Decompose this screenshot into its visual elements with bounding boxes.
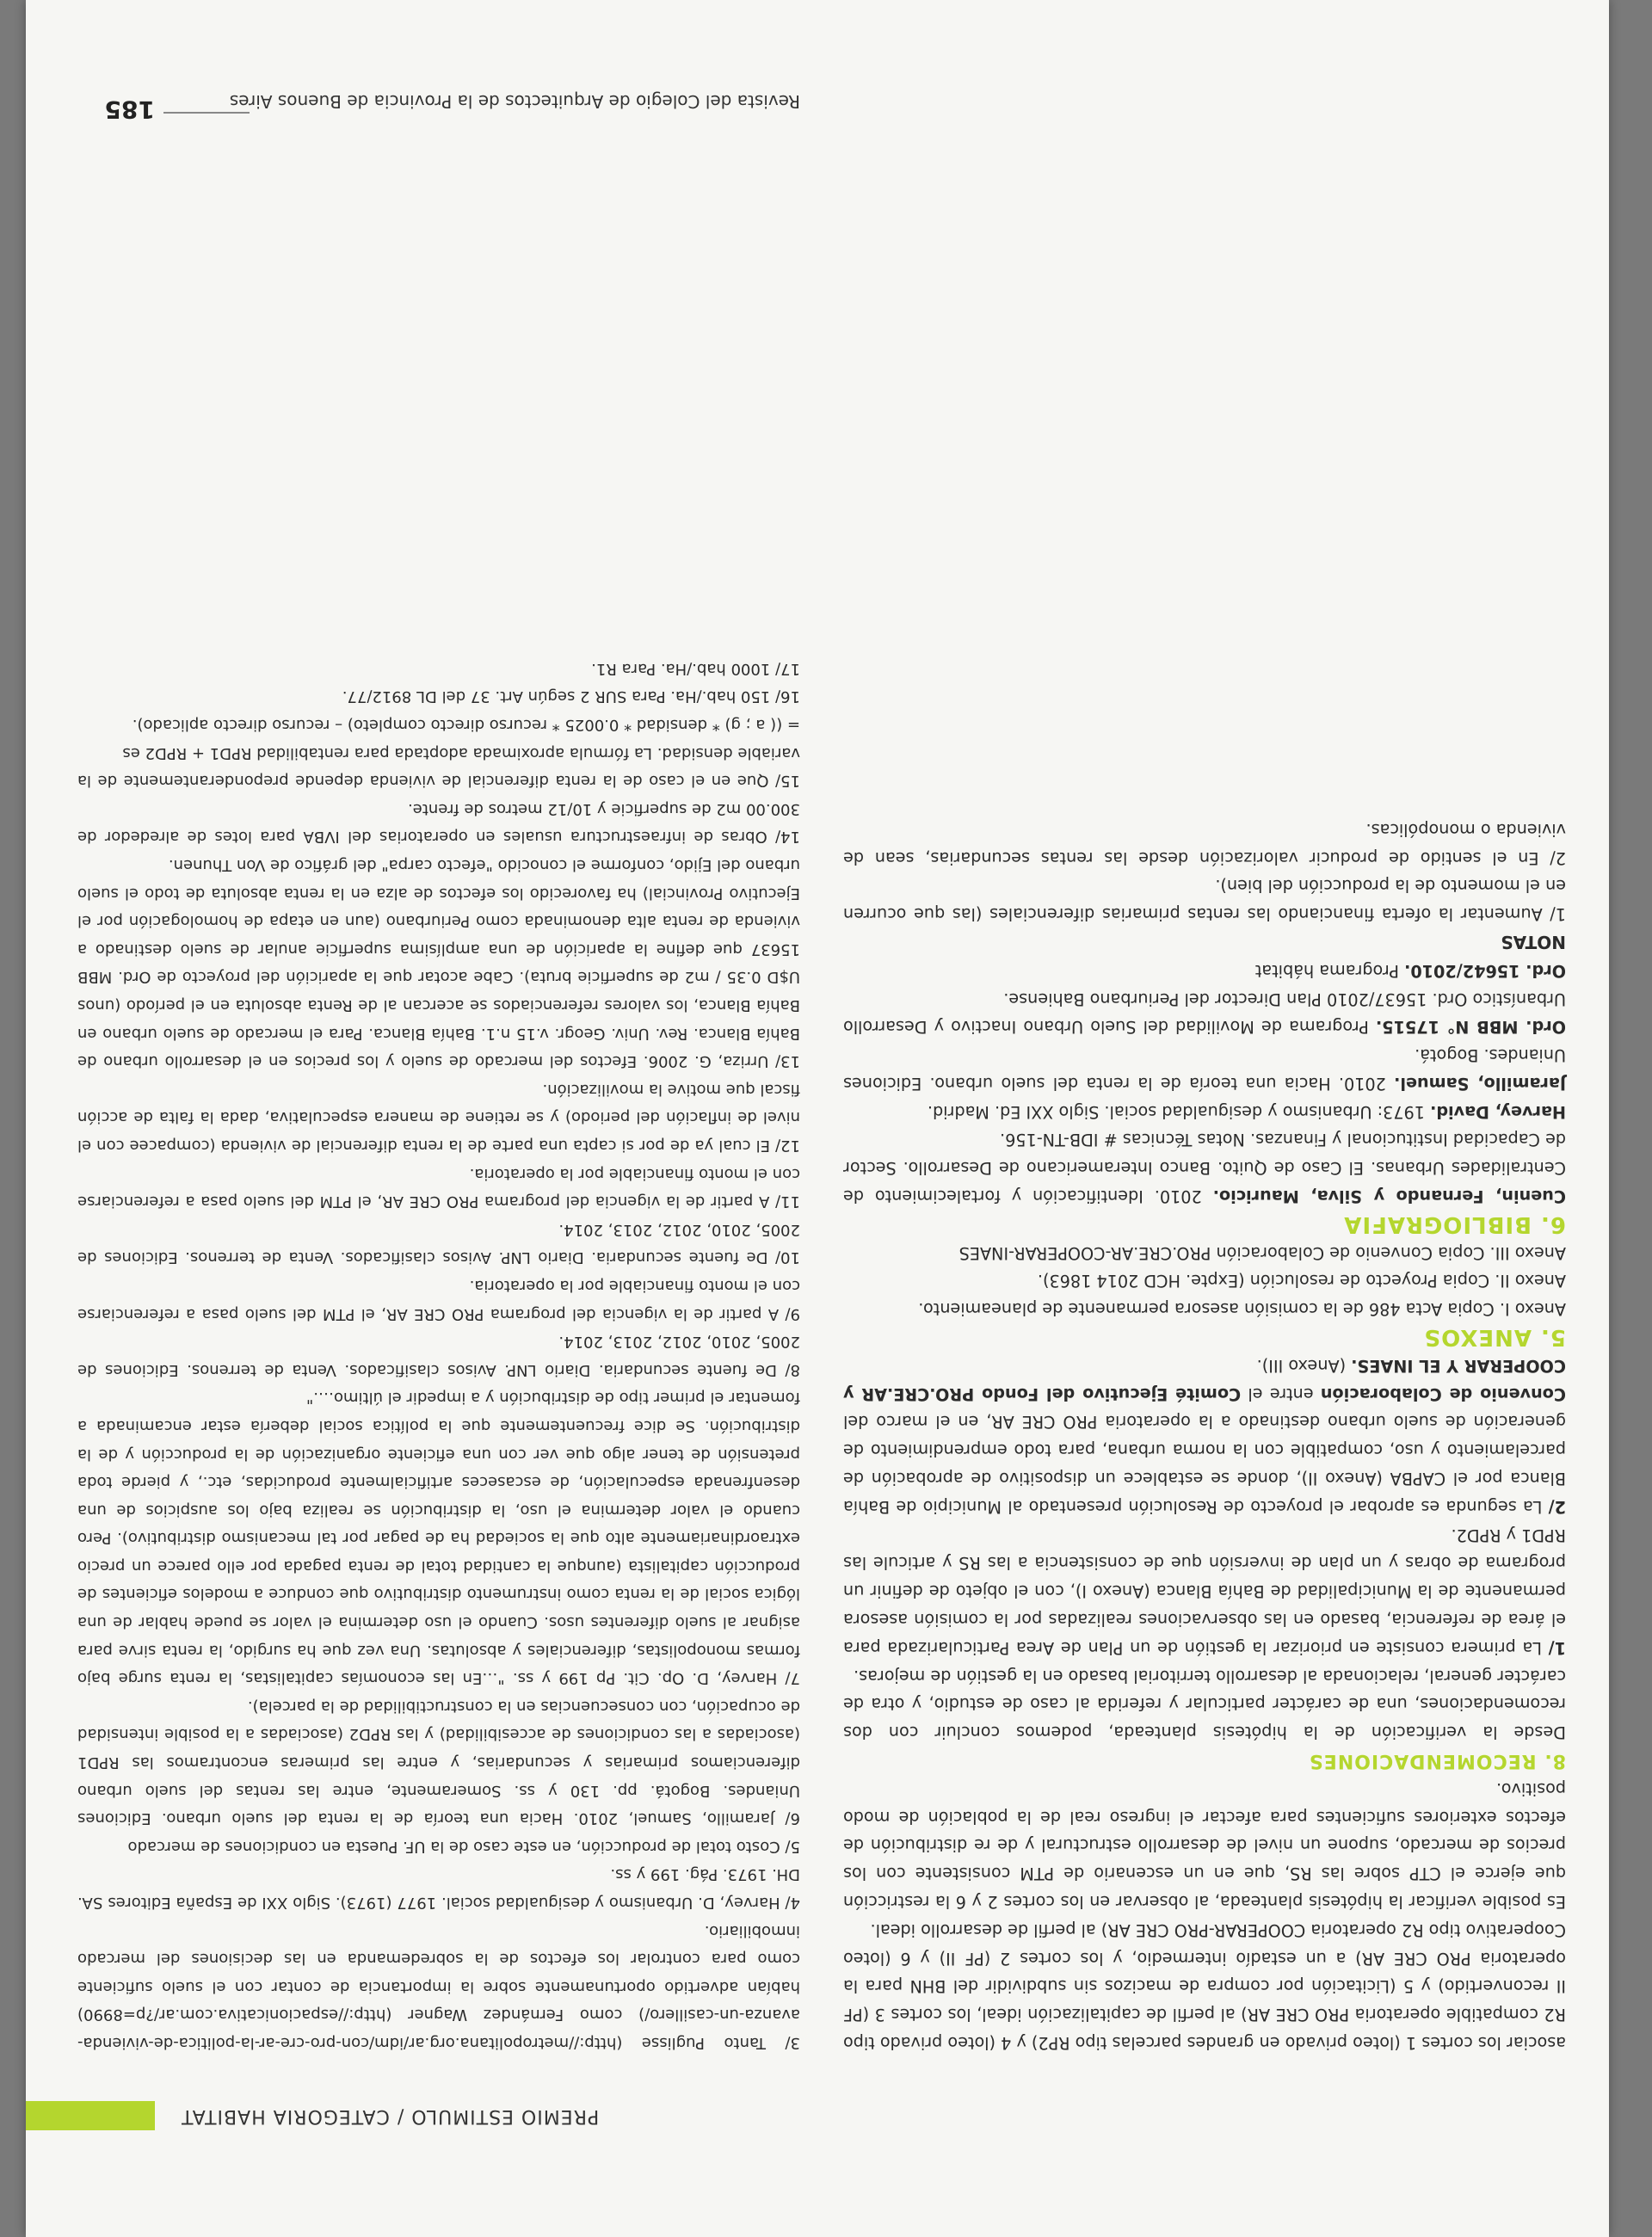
annexes-heading: 5. ANEXOS [1423,1324,1566,1351]
verify-paragraph: Es posible verificar la hipótesis planteada, al observar en los cortes 2 y 6 la restricción que ejerce el CTP sobre las RS, que en un escenario de PTM consistente con los precios de mercado, supone un nivel de desarrollo estructural y de re distribución de efectos exteriores suficientes para afectar el ingreso real de la población de modo positivo. [843,1778,1566,1913]
bib-entry-1 [843,1125,1566,1210]
notes-heading: NOTAS [1501,931,1566,952]
note-10: 10/ De fuente secundaria. Diario LNP. Avisos clasificados. Venta de terrenos. Ediciones de 2005, 2010, 2012, 2013, 2014. [77,1220,800,1267]
note-12: 12/ El cual ya de por si capta una parte de la renta diferencial de vivienda (compacee con el nivel de inflación del periodo) y se retiene de manera especulativa, dada la falta de acción fiscal que motive la movilización. [77,1080,800,1155]
accent-bar [26,2101,155,2130]
note-7: 7/ Harvey, D. Op. Cit. Pp 199 y ss. "…En las economías capitalistas, la renta surge bajo formas monopolistas, diferenciales y absolutas. Una vez que ha surgido, la renta sirve para asignar al suelo diferentes usos. Cuando el uso determina el valor se puede hablar de una lógica social de la renta como instrumento distributivo que conduce a modelos eficientes de producción capitalista (aunque la cantidad total de renta pagada por ello parece un precio extraordinariamente alto que la sociedad ha de pagar por tal mecanismo distributivo). Pero cuando el valor determina el uso, la distribución se realiza bajo los auspicios de una desenfrenada especulación, de escaseces artificialmente producidas, etc., y pierde toda pretensión de tener algo que ver con una eficiente organización de la producción y de la distribución. Se dice frecuentemente que la política social debería estar encaminada a fomentar el primer tipo de distribución y a impedir el último…." [77,1389,800,1688]
note-15-formula: = (( a ; g) * densidad * 0.0025 * recurso directo completo) – recurso directo aplicado). [132,716,800,735]
note-3: 3/ Tanto Puglisse (http://metropolitana.org.ar/idm/con-pro-cre-ar-la-politica-de-vivienda-avanza-un-casillero/) como Fernández Wagner (http://espacionicativa.com.ar/?p=8990) habían advertido oportunamente sobre la importancia de contar con el suelo suficiente como para controlar los efectos de la sobredemanda en las decisiones del mercado inmobiliario. [77,1921,800,2052]
note-2: 2/ En el sentido de producir valorización desde las rentas secundarias, sean de vivienda o monopólicas. [843,819,1566,868]
annex-1: Anexo I. Copia Acta 486 de la comisión asesora permanente de planeamiento. [918,1299,1566,1320]
bib1-text: 2010. Identificación y fortalecimiento de Centralidades Urbanas. El Caso de Quito. Banco Interamericano de Desarrollo. Sector de Capacidad Institucional y Finanzas. Notas Técnicas # IDB-TN-156. [842,1130,1566,1207]
left-column [843,815,1566,2056]
bib-entry-2 [843,1097,1566,1125]
bib-entry-4 [843,984,1566,1041]
recommendation-2 [843,1351,1566,1520]
page-number: 185 [104,96,155,124]
annex-2: Anexo II. Copia Proyecto de resolución (Expte. HCD 2014 1863). [1037,1271,1566,1291]
rec2-bold2: Comité Ejecutivo del Fondo PRO.CRE.AR y COOPERAR Y EL INAES. [843,1355,1566,1404]
annex-3: Anexo III. Copia Convenio de Colaboración PRO.CRE.AR-COOPERAR-INAES [959,1242,1566,1263]
footer-rule [163,112,250,114]
note-8: 8/ De fuente secundaria. Diario LNP. Avisos clasificados. Venta de terrenos. Ediciones de 2005, 2010, 2012, 2013, 2014. [77,1333,800,1379]
right-column [77,654,800,2056]
note-1: 1/ Aumentar la oferta financiando las rentas primarias diferenciales (las que ocurren en el momento de la producción del bien). [843,876,1566,925]
bib-entry-5 [843,956,1566,984]
bib1-author: Cuenin, Fernando y Silva, Mauricio. [1212,1186,1566,1207]
bib4-author: Ord. MBB N° 17515. [1375,1017,1566,1038]
intro-paragraph: asociar los cortes 1 (loteo privado en grandes parcelas tipo RP2) y 4 (loteo privado tipo R2 compatible operatoria PRO CRE AR) al perfil de capitalización ideal, los cortes 3 (PF II reconvertido) y 5 (Licitación por compra de macizos sin subdividir del BHN para la operatoria PRO CRE AR) a un estadío intermedio, y los cortes 2 (PF II) y 6 (loteo Cooperativo tipo R2 operatoria COOPERAR-PRO CRE AR) al perfil de desarrollo ideal. [843,1920,1566,2053]
note-16: 16/ 150 hab./Ha. Para SUR 2 según Art. 37 del DL 8912/77. [342,687,800,706]
note-5: 5/ Costo total de producción, en este caso de la UF. Puesta en condiciones de mercado [127,1837,800,1856]
bib4-text: Programa de Movilidad del Suelo Urbano Inactivo y Desarrollo Urbanístico Ord. 15637/2010 Plan Director del Periurbano Bahiense. [843,989,1566,1038]
rec1-lead: 1/ [1548,1637,1566,1658]
recommendation-1 [843,1520,1566,1661]
bib3-author: Jaramillo, Samuel. [1394,1073,1566,1094]
note-9: 9/ A partir de la vigencia del programa PRO CRE AR, el PTM del suelo pasa a referenciarse con el monto financiable por la operatoria. [77,1276,800,1323]
rec2-bold: Convenio de Colaboración [1320,1383,1566,1404]
bib5-text: Programa hábitat [1254,960,1399,981]
rec1-text: La primera consiste en priorizar la gestión de un Plan de Area Particularizada para el área de referencia, basado en las observaciones realizadas por la comisión asesora permanente de la Municipalidad de Bahía Blanca (Anexo I), con el objeto de definir un programa de obras y un plan de inversión que de consistencia a las RS y articule las RPD1 y RPD2. [843,1525,1566,1658]
note-13: 13/ Urriza, G. 2006. Efectos del mercado de suelo y los precios en el desarrollo urbano de Bahía Blanca. Rev. Univ. Geogr. v.15 n.1. Bahía Blanca. Para el mercado de suelo urbano en Bahía Blanca, los valores referenciados se acercan al de Renta absoluta en el período (unos U$D 0.35 / m2 de superficie bruta). Cabe acotar que la aparición del proyecto de Ord. MBB 15637 que define la aparición de una amplísima superficie anular de suelo destinado a vivienda de renta alta denominada como Periurbano (aun en etapa de homologación por el Ejecutivo Provincial) ha favorecido los efectos de alza en la renta absoluta de todo el suelo urbano del Ejido, conforme el conocido "efecto carpa" del gráfico de Von Thunen. [77,856,800,1071]
note-4: 4/ Harvey, D. Urbanismo y desigualdad social. 1977 (1973). Siglo XXI de España Editores SA. DH. 1973. Pág. 199 y ss. [77,1865,800,1913]
bibliography-heading: 6. BIBLIOGRAFIA [1343,1211,1566,1237]
bib2-text: 1973: Urbanismo y desigualdad social. Siglo XXI Ed. Madrid. [927,1101,1425,1122]
paper [26,0,1609,2237]
bib3-text: 2010. Hacia una teoría de la renta del suelo urbano. Ediciones Uniandes. Bogotá. [843,1045,1566,1094]
note-14: 14/ Obras de infraestructura usuales en operatorias del IVBA para lotes de alrededor de 300.00 m2 de superficie y 10/12 metros de frente. [77,799,800,847]
bib-entry-3 [843,1040,1566,1097]
note-15: 15/ Que en el caso de la renta diferencial de vivienda depende preponderantemente de la variable densidad. La fórmula aproximada adoptada para rentabilidad RPD1 + RPD2 es [77,743,800,791]
rec2-text2: entre el [1248,1383,1314,1404]
note-17: 17/ 1000 hab./Ha. Para R1. [591,659,800,678]
recommendations-paragraph: Desde la verificación de la hipótesis planteada, podemos concluir con dos recomendaciones, una de carácter particular y referida al caso de estudio, y otra de carácter general, relacionada al desarrollo territorial basado en la gestión de mejoras. [843,1666,1566,1743]
journal-name: Revista del Colegio de Arquitectos de la Provincia de Buenos Aires [229,91,800,112]
recommendations-heading: 8. RECOMENDACIONES [1308,1750,1566,1772]
section-label: PREMIO ESTIMULO / CATEGORIA HABITAT [181,2105,600,2127]
bib5-author: Ord. 15642/2010. [1404,960,1566,981]
bib2-author: Harvey, David. [1430,1101,1566,1122]
rec2-lead: 2/ [1548,1496,1566,1517]
note-6: 6/ Jaramillo, Samuel, 2010. Hacia una teoría de la renta del suelo urbano. Ediciones Uniandes. Bogotá. pp. 130 y ss. Someramente, entre las rentas del suelo urbano diferenciamos primarias y secundarias, y entre las primeras encontramos las RPD1 (asociadas a las condiciones de accesibilidad) y las RPD2 (asociadas a la posible intensidad de ocupación, con consecuencias en la constructibilidad de la parcela). [77,1697,800,1828]
rec2-tail: (Anexo III). [1256,1355,1347,1376]
note-11: 11/ A partir de la vigencia del programa PRO CRE AR, el PTM del suelo pasa a referenciarse con el monto financiable por la operatoria. [77,1164,800,1211]
rec2-text: La segunda es aprobar el proyecto de Resolución presentado al Municipio de Bahía Blanca por el CAPBA (Anexo II), donde se establece un dispositivo de aprobación de parcelamiento y uso, compatible con la norma urbana, para todo emprendimiento de generación de suelo urbano destinado a la operatoria PRO CRE AR, en el marco del [843,1412,1566,1517]
